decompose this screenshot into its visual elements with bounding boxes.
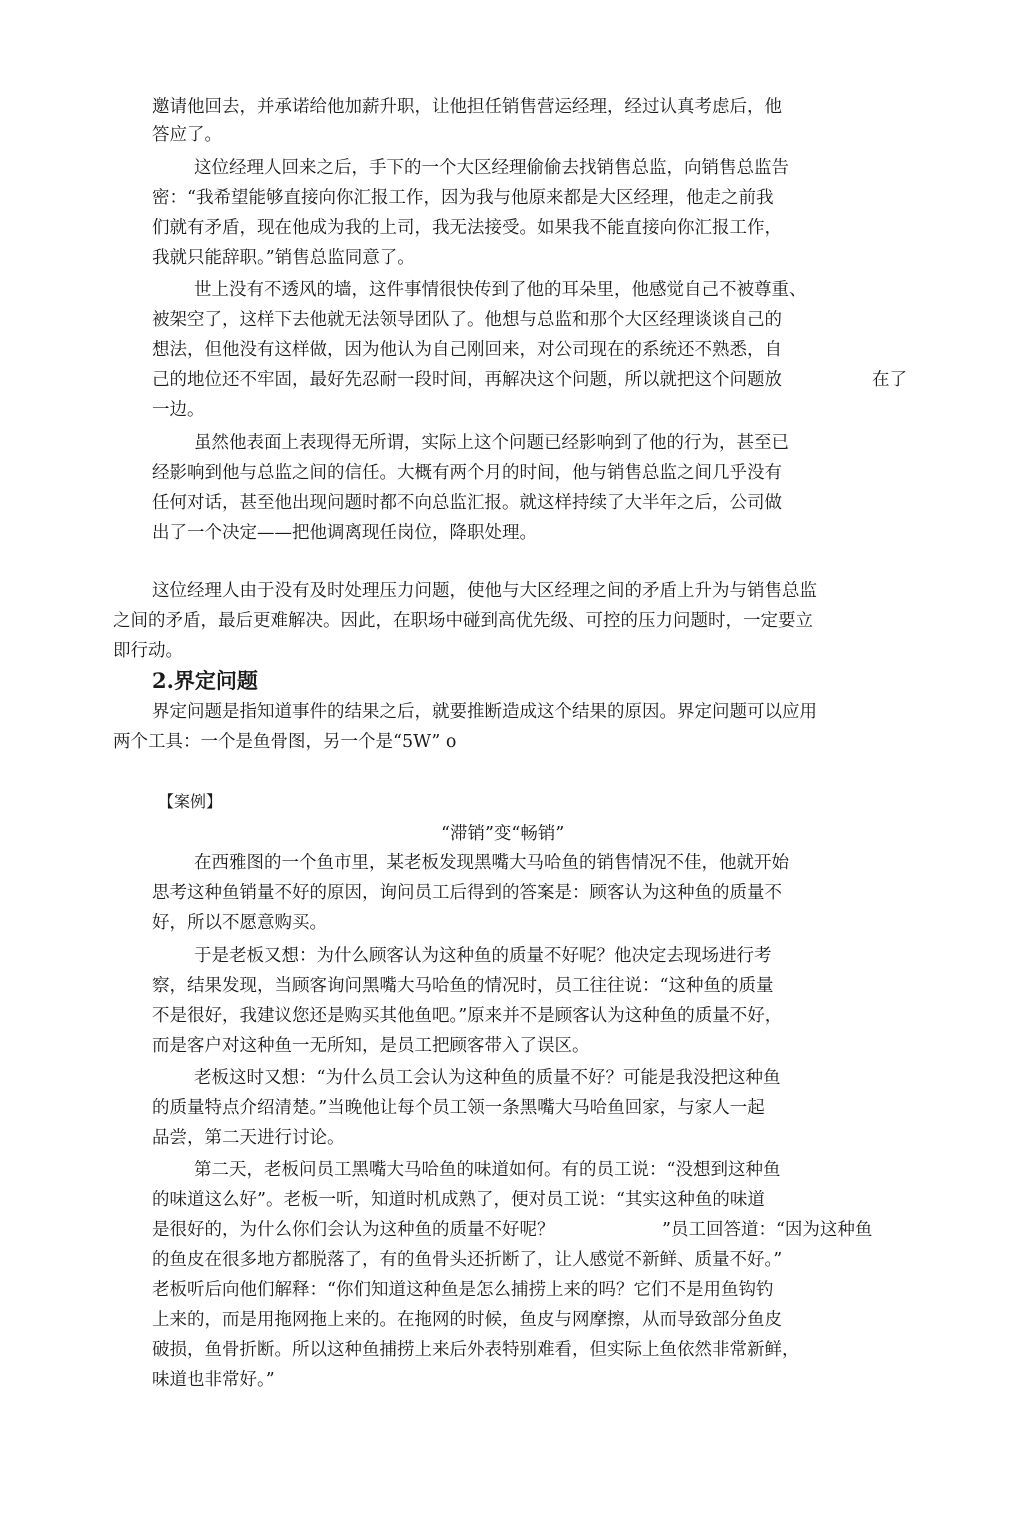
paragraph-line: 即行动。 — [113, 641, 183, 661]
paragraph-line: 我就只能辞职。”销售总监同意了。 — [152, 248, 415, 268]
paragraph-line: 味道也非常好。” — [152, 1370, 275, 1390]
section-heading: 2.界定问题 — [152, 668, 258, 693]
paragraph-line: 界定问题是指知道事件的结果之后，就要推断造成这个结果的原因。界定问题可以应用 — [152, 702, 817, 722]
paragraph-line: 一边。 — [152, 400, 205, 420]
paragraph-line: 出了一个决定——把他调离现任岗位，降职处理。 — [152, 523, 537, 543]
case-label: 【案例】 — [158, 794, 223, 811]
paragraph-line: 第二天，老板问员工黑嘴大马哈鱼的味道如何。有的员工说：“没想到这种鱼 — [194, 1160, 781, 1180]
paragraph-line: 在西雅图的一个鱼市里，某老板发现黑嘴大马哈鱼的销售情况不佳，他就开始 — [194, 853, 789, 873]
paragraph-line: 品尝，第二天进行讨论。 — [152, 1128, 345, 1148]
paragraph-line: 在了 — [872, 370, 907, 390]
paragraph-line: 思考这种鱼销量不好的原因，询问员工后得到的答案是：顾客认为这种鱼的质量不 — [152, 883, 782, 903]
paragraph-line: 而是客户对这种鱼一无所知，是员工把顾客带入了误区。 — [152, 1036, 590, 1056]
paragraph-line: 经影响到他与总监之间的信任。大概有两个月的时间，他与销售总监之间几乎没有 — [152, 463, 782, 483]
paragraph-line: 之间的矛盾，最后更难解决。因此，在职场中碰到高优先级、可控的压力问题时，一定要立 — [113, 611, 813, 631]
paragraph-line: 的味道这么好”。老板一听，知道时机成熟了，便对员工说：“其实这种鱼的味道 — [152, 1190, 765, 1210]
paragraph-line: 的鱼皮在很多地方都脱落了，有的鱼骨头还折断了，让人感觉不新鲜、质量不好。” — [152, 1250, 783, 1270]
paragraph-line: 这位经理人由于没有及时处理压力问题，使他与大区经理之间的矛盾上升为与销售总监 — [152, 581, 817, 601]
paragraph-line: 世上没有不透风的墙，这件事情很快传到了他的耳朵里，他感觉自己不被尊重、 — [194, 280, 807, 300]
paragraph-line: 这位经理人回来之后，手下的一个大区经理偷偷去找销售总监，向销售总监告 — [194, 158, 789, 178]
paragraph-line: 上来的，而是用拖网拖上来的。在拖网的时候，鱼皮与网摩擦，从而导致部分鱼皮 — [152, 1310, 782, 1330]
paragraph-line: 被架空了，这样下去他就无法领导团队了。他想与总监和那个大区经理谈谈自己的 — [152, 310, 782, 330]
paragraph-line: 邀请他回去，并承诺给他加薪升职，让他担任销售营运经理，经过认真考虑后，他 — [152, 97, 782, 117]
case-title: “滞销”变“畅销” — [441, 824, 565, 844]
paragraph-line: ”员工回答道：“因为这种鱼 — [662, 1220, 873, 1240]
paragraph-line: 是很好的，为什么你们会认为这种鱼的质量不好呢？ — [152, 1220, 555, 1240]
paragraph-line: 密：“我希望能够直接向你汇报工作，因为我与他原来都是大区经理，他走之前我 — [152, 188, 774, 208]
paragraph-line: 老板听后向他们解释：“你们知道这种鱼是怎么捕捞上来的吗？它们不是用鱼钩钓 — [152, 1280, 774, 1300]
paragraph-line: 两个工具：一个是鱼骨图，另一个是“5W” o — [113, 732, 457, 752]
paragraph-line: 不是很好，我建议您还是购买其他鱼吧。”原来并不是顾客认为这种鱼的质量不好， — [152, 1006, 783, 1026]
paragraph-line: 虽然他表面上表现得无所谓，实际上这个问题已经影响到了他的行为，甚至已 — [194, 433, 789, 453]
paragraph-line: 好，所以不愿意购买。 — [152, 913, 327, 933]
paragraph-line: 老板这时又想：“为什么员工会认为这种鱼的质量不好？可能是我没把这种鱼 — [194, 1068, 781, 1088]
paragraph-line: 答应了。 — [152, 125, 222, 145]
paragraph-line: 破损，鱼骨折断。所以这种鱼捕捞上来后外表特别难看，但实际上鱼依然非常新鲜， — [152, 1340, 800, 1360]
paragraph-line: 于是老板又想：为什么顾客认为这种鱼的质量不好呢？他决定去现场进行考 — [194, 946, 772, 966]
paragraph-line: 们就有矛盾，现在他成为我的上司，我无法接受。如果我不能直接向你汇报工作， — [152, 218, 782, 238]
paragraph-line: 察，结果发现，当顾客询问黑嘴大马哈鱼的情况时，员工往往说：“这种鱼的质量 — [152, 976, 774, 996]
paragraph-line: 任何对话，甚至他出现问题时都不向总监汇报。就这样持续了大半年之后，公司做 — [152, 493, 782, 513]
paragraph-line: 己的地位还不牢固，最好先忍耐一段时间，再解决这个问题，所以就把这个问题放 — [152, 370, 782, 390]
paragraph-line: 想法，但他没有这样做，因为他认为自己刚回来，对公司现在的系统还不熟悉，自 — [152, 340, 782, 360]
paragraph-line: 的质量特点介绍清楚。”当晚他让每个员工领一条黑嘴大马哈鱼回家，与家人一起 — [152, 1098, 765, 1118]
